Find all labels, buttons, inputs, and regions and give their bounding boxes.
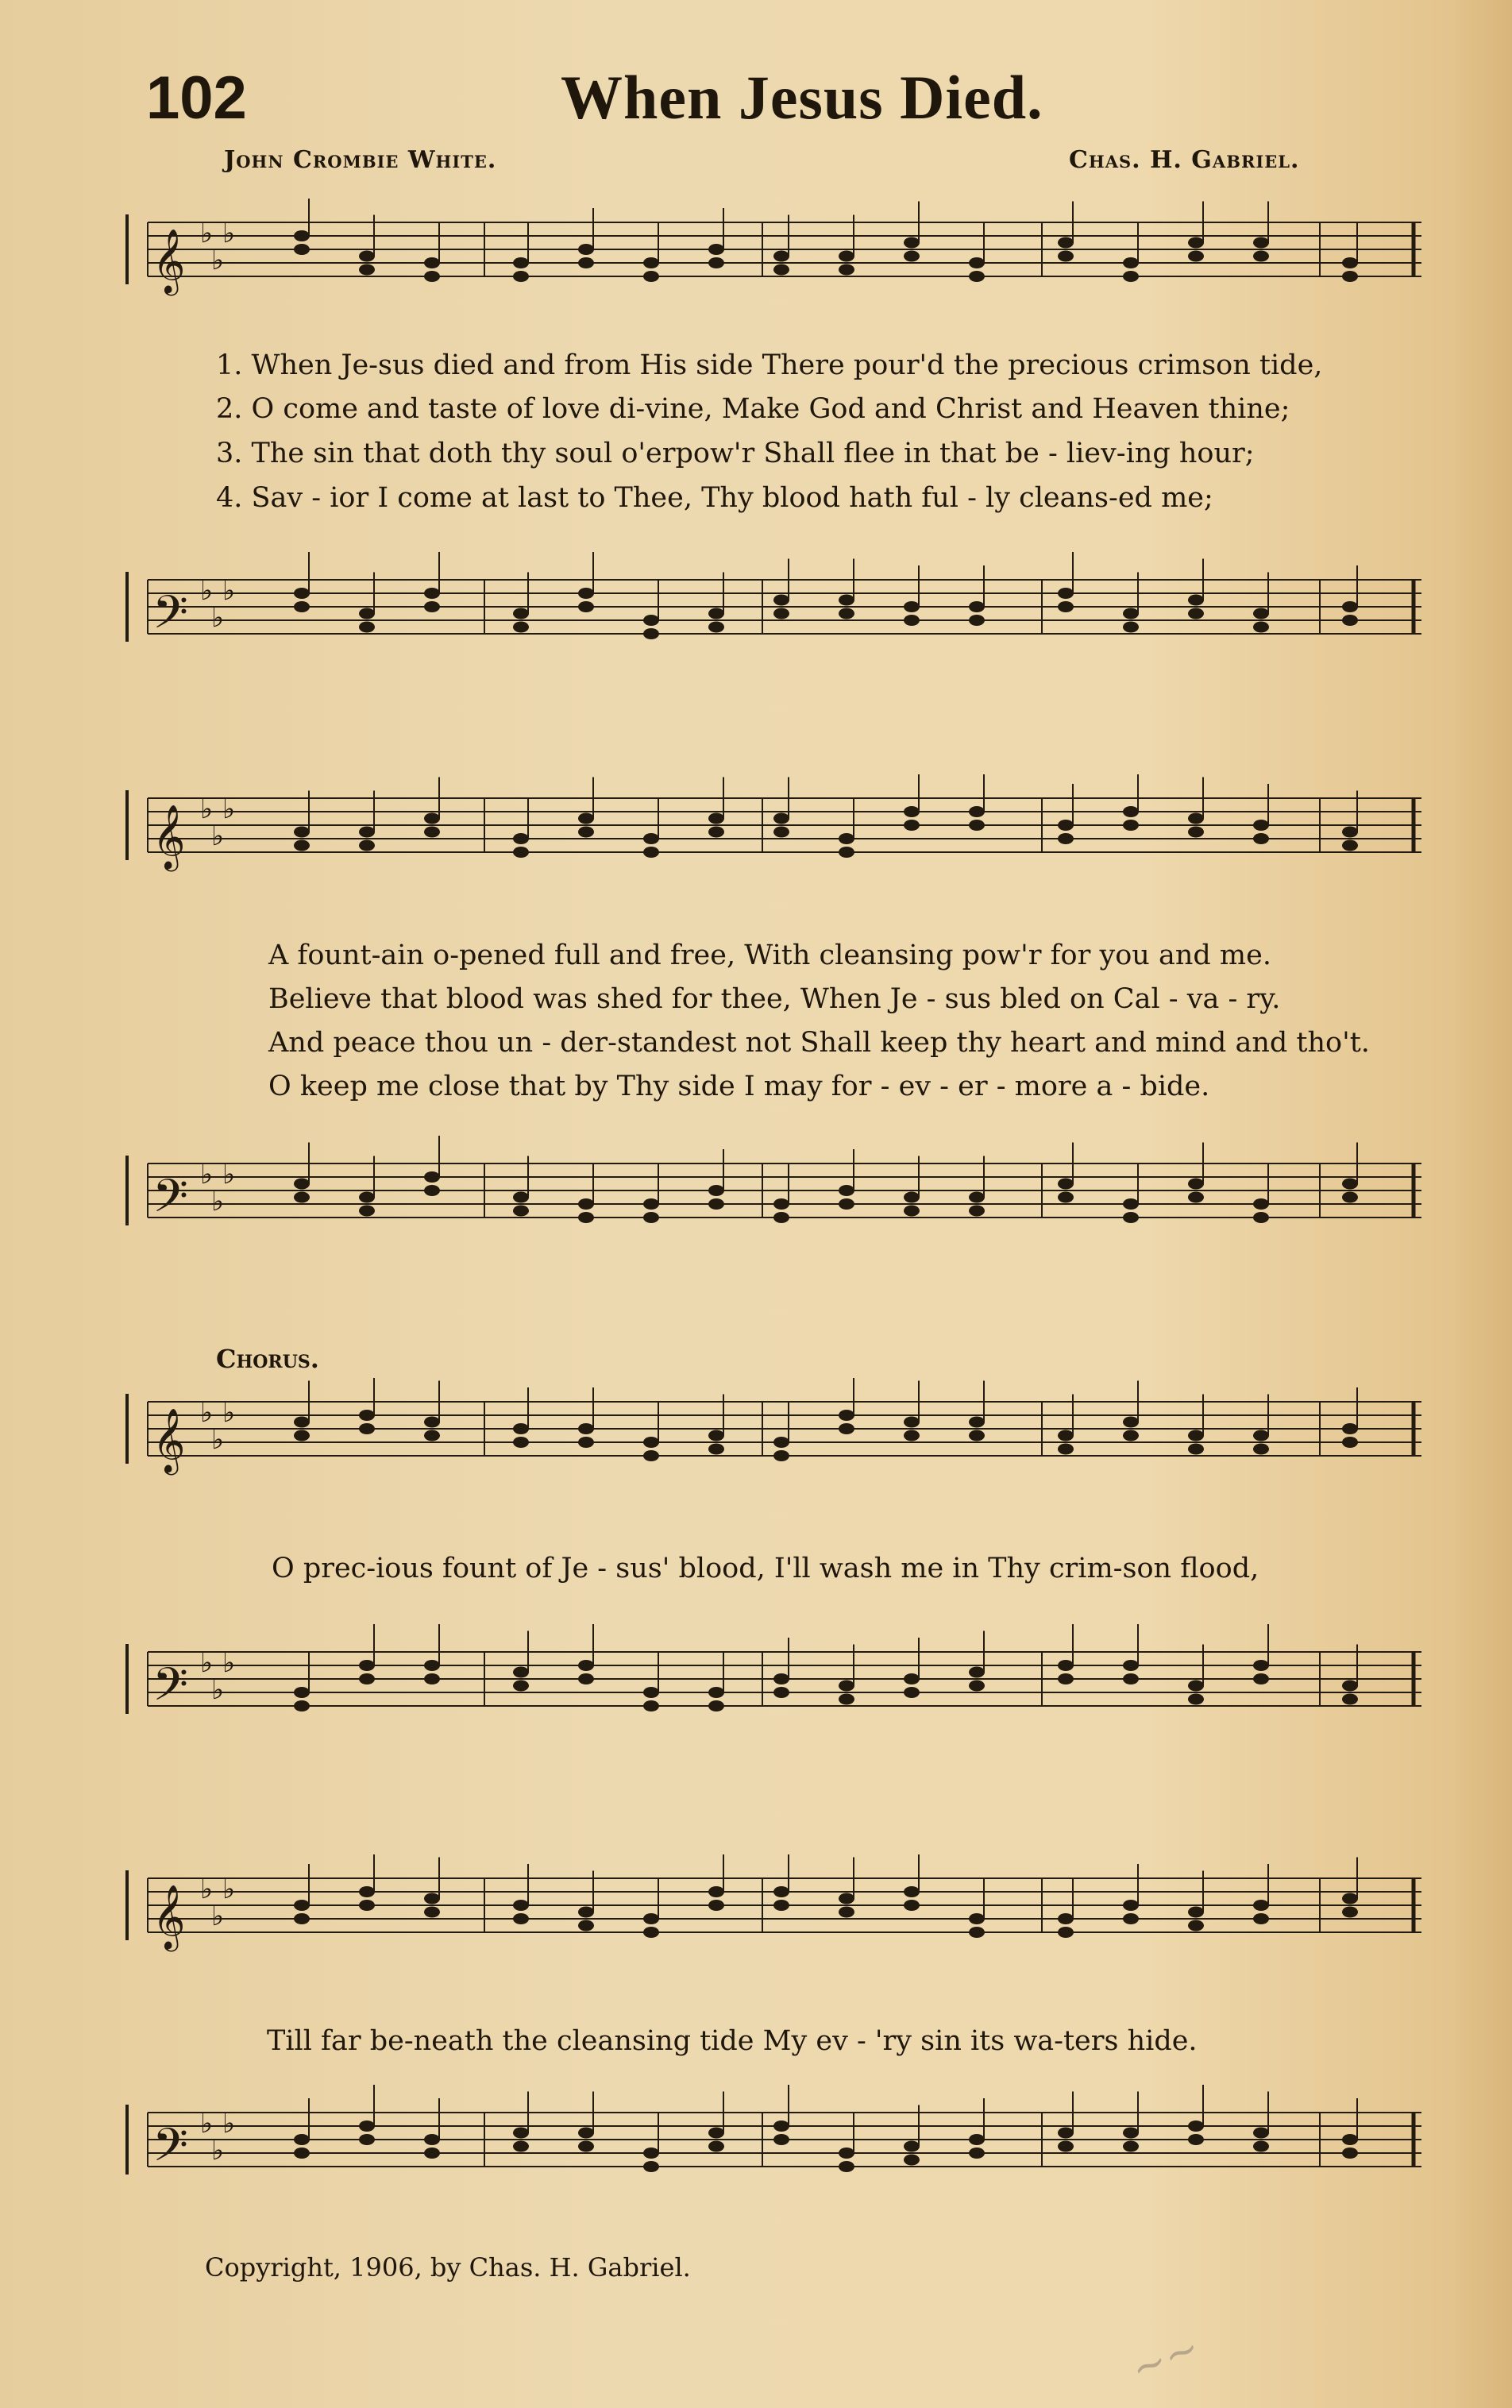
svg-text:♭: ♭ bbox=[222, 1647, 236, 1679]
verse-2-line-1: 2. O come and taste of love di-vine, Make God and Christ and Heaven thine; bbox=[216, 393, 1290, 425]
verse-1-line-1: 1. When Je-sus died and from His side There pour'd the precious crimson tide, bbox=[216, 349, 1323, 381]
svg-text:♭: ♭ bbox=[222, 1397, 236, 1429]
hymn-number: 102 bbox=[146, 64, 247, 132]
svg-text:♭: ♭ bbox=[222, 575, 236, 607]
bass-staff-4 bbox=[0, 2081, 1512, 2232]
treble-staff-2 bbox=[0, 774, 1512, 925]
chorus-label: Chorus. bbox=[216, 1344, 319, 1374]
svg-text:𝄞: 𝄞 bbox=[152, 1407, 186, 1472]
svg-text:♭: ♭ bbox=[211, 602, 225, 634]
svg-text:♭: ♭ bbox=[211, 820, 225, 852]
svg-text:♭: ♭ bbox=[211, 1424, 225, 1456]
svg-text:𝄢: 𝄢 bbox=[152, 1169, 189, 1234]
svg-text:♭: ♭ bbox=[200, 1874, 214, 1905]
verse-1-line-2: A fount-ain o-pened full and free, With cleansing pow'r for you and me. bbox=[268, 940, 1271, 971]
bass-staff-3 bbox=[0, 1620, 1512, 1771]
svg-text:♭: ♭ bbox=[200, 1647, 214, 1679]
copyright-notice: Copyright, 1906, by Chas. H. Gabriel. bbox=[205, 2252, 691, 2283]
svg-text:♭: ♭ bbox=[211, 245, 225, 276]
svg-text:♭: ♭ bbox=[200, 1397, 214, 1429]
svg-text:♭: ♭ bbox=[200, 793, 214, 825]
svg-text:𝄢: 𝄢 bbox=[152, 585, 189, 650]
svg-text:♭: ♭ bbox=[211, 1186, 225, 1218]
pencil-scribble-mark: ~~ bbox=[1124, 2323, 1207, 2394]
composer-credit: Chas. H. Gabriel. bbox=[1069, 146, 1300, 174]
svg-text:𝄞: 𝄞 bbox=[152, 228, 186, 293]
svg-text:♭: ♭ bbox=[211, 2135, 225, 2167]
treble-staff-3 bbox=[0, 1378, 1512, 1529]
svg-text:𝄞: 𝄞 bbox=[152, 804, 186, 869]
bass-staff-1 bbox=[0, 548, 1512, 699]
treble-staff-4 bbox=[0, 1854, 1512, 2005]
lyricist-credit: John Crombie White. bbox=[224, 146, 497, 174]
svg-text:♭: ♭ bbox=[222, 218, 236, 249]
verse-3-line-2: And peace thou un - der-standest not Shall keep thy heart and mind and tho't. bbox=[268, 1027, 1370, 1059]
svg-text:𝄢: 𝄢 bbox=[152, 1657, 189, 1723]
verse-4-line-2: O keep me close that by Thy side I may for - ev - er - more a - bide. bbox=[268, 1071, 1210, 1102]
svg-text:♭: ♭ bbox=[222, 1159, 236, 1190]
verse-3-line-1: 3. The sin that doth thy soul o'erpow'r Shall flee in that be - liev-ing hour; bbox=[216, 438, 1255, 469]
svg-text:♭: ♭ bbox=[200, 2108, 214, 2140]
verse-2-line-2: Believe that blood was shed for thee, When Je - sus bled on Cal - va - ry. bbox=[268, 983, 1281, 1015]
svg-text:♭: ♭ bbox=[200, 575, 214, 607]
svg-text:♭: ♭ bbox=[211, 1674, 225, 1706]
hymn-title: When Jesus Died. bbox=[561, 63, 1043, 132]
svg-text:♭: ♭ bbox=[222, 793, 236, 825]
treble-staff-1 bbox=[0, 199, 1512, 349]
svg-text:𝄢: 𝄢 bbox=[152, 2118, 189, 2183]
svg-text:♭: ♭ bbox=[222, 1874, 236, 1905]
chorus-line-2: Till far be-neath the cleansing tide My ev - 'ry sin its wa-ters hide. bbox=[267, 2025, 1198, 2057]
bass-staff-2 bbox=[0, 1132, 1512, 1283]
svg-text:♭: ♭ bbox=[200, 218, 214, 249]
chorus-line-1: O prec-ious fount of Je - sus' blood, I'll wash me in Thy crim-son flood, bbox=[272, 1553, 1259, 1584]
svg-text:♭: ♭ bbox=[200, 1159, 214, 1190]
svg-text:𝄞: 𝄞 bbox=[152, 1884, 186, 1949]
svg-text:♭: ♭ bbox=[222, 2108, 236, 2140]
svg-text:♭: ♭ bbox=[211, 1901, 225, 1932]
verse-4-line-1: 4. Sav - ior I come at last to Thee, Thy blood hath ful - ly cleans-ed me; bbox=[216, 482, 1213, 514]
